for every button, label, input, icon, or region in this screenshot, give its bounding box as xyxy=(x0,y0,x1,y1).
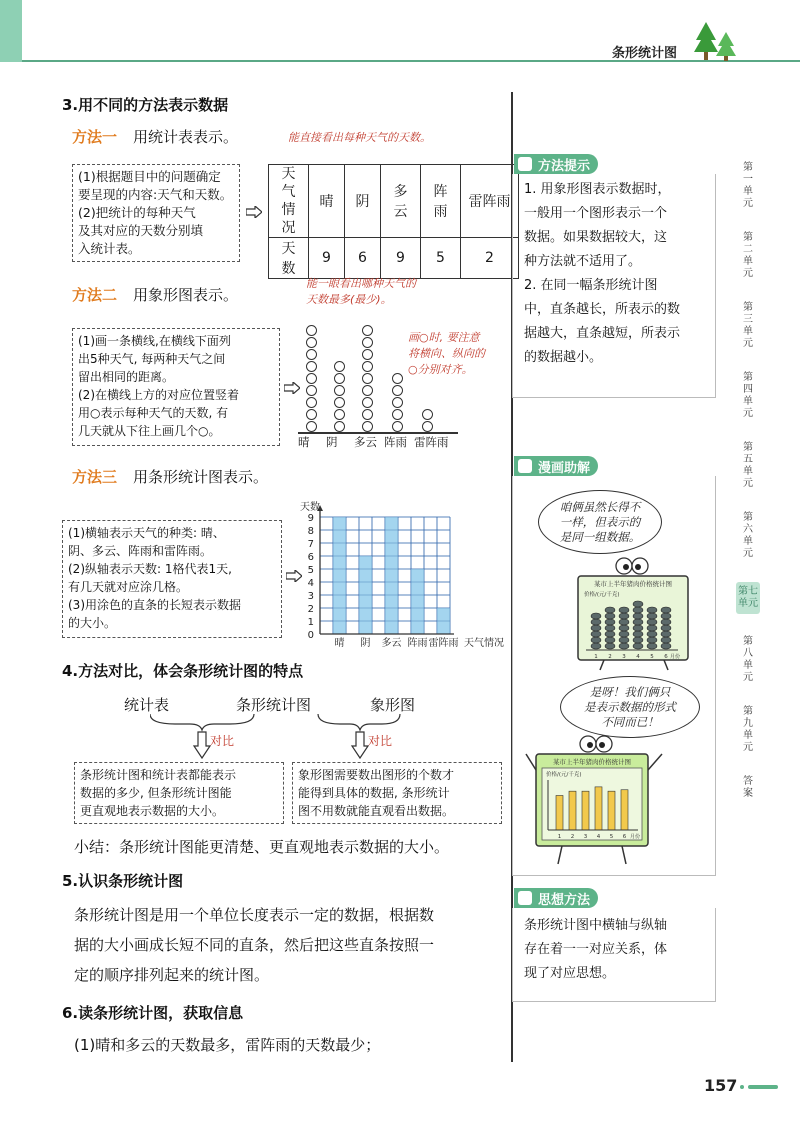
bubble-line: 咱俩虽然长得不 xyxy=(559,499,641,514)
method2-text: 用象形图表示。 xyxy=(133,286,239,304)
chapter-tab[interactable]: 答案 xyxy=(743,776,753,799)
table-cell: 晴 xyxy=(309,165,345,238)
method3-box xyxy=(62,520,282,638)
pictograph-column xyxy=(390,372,404,432)
header-title: 条形统计图 xyxy=(612,46,678,61)
board1-month-label: 月份 xyxy=(670,654,681,660)
board2-month-tick: 6 xyxy=(622,834,627,840)
y-tick-label: 7 xyxy=(307,539,314,550)
coin-stack-item xyxy=(661,613,671,619)
board1-month-tick: 6 xyxy=(664,654,668,660)
tip-line: 据越大，直条越短，所表示 xyxy=(524,326,681,341)
pictograph-circle xyxy=(306,361,317,372)
box-line: 有几天就对应涂几格。 xyxy=(68,580,189,594)
coin-stack-item xyxy=(591,631,601,637)
coin-stack-item xyxy=(633,637,643,643)
x-tick-label: 阵雨 xyxy=(407,638,428,649)
box-line: 数据的多少, 但条形统计图能 xyxy=(80,786,232,800)
box-line: (1)画一条横线,在横线下面列 xyxy=(78,334,231,348)
compare-box-right xyxy=(292,762,502,824)
y-tick-label: 3 xyxy=(307,591,314,602)
coin-stack-item xyxy=(619,613,629,619)
board1-month-tick: 5 xyxy=(650,654,654,660)
coin-stack-item xyxy=(633,625,643,631)
y-tick-label: 1 xyxy=(307,617,314,628)
coin-stack-item xyxy=(605,625,615,631)
board2-bar xyxy=(608,791,615,830)
y-tick-label: 9 xyxy=(307,513,314,524)
table-cell: 9 xyxy=(381,238,421,279)
box-line: 象形图需要数出图形的个数才 xyxy=(298,768,455,782)
box-line: (1)根据题目中的问题确定 xyxy=(78,169,221,184)
pictograph-circle xyxy=(362,409,373,420)
pictograph-circle xyxy=(422,421,433,432)
board1-month-tick: 1 xyxy=(594,654,598,660)
note-line: 将横向、纵向的 xyxy=(408,347,485,360)
coin-stack-item xyxy=(647,619,657,625)
summary-text: 小结：条形统计图能更清楚、更直观地表示数据的大小。 xyxy=(74,838,450,856)
thinking-text xyxy=(524,914,667,986)
pictograph-circle xyxy=(306,373,317,384)
thinking-line: 现了对应思想。 xyxy=(524,966,616,981)
coin-stack-item xyxy=(591,619,601,625)
note-line: ○分别对齐。 xyxy=(408,363,473,376)
tips-text xyxy=(524,178,680,370)
pictograph-circle xyxy=(362,397,373,408)
y-axis-label: 天数 xyxy=(300,502,320,513)
coin-stack-item xyxy=(647,625,657,631)
tip-line: 种方法就不适用了。 xyxy=(524,254,642,269)
bubble-line: 不同而已！ xyxy=(601,714,659,729)
table-head-cell: 天数 xyxy=(269,238,309,279)
box-line: 更直观地表示数据的大小。 xyxy=(80,804,225,818)
header-color-band xyxy=(0,0,22,62)
pictograph-circle xyxy=(334,421,345,432)
coin-stack-item xyxy=(591,643,601,649)
pictograph-circle xyxy=(362,337,373,348)
coin-stack-item xyxy=(661,643,671,649)
pictograph-circle xyxy=(306,397,317,408)
chapter-tab[interactable]: 第二单元 xyxy=(743,232,753,279)
x-tick-label: 阴 xyxy=(360,638,371,649)
pictograph-note xyxy=(408,330,485,378)
chapter-tab[interactable]: 第八单元 xyxy=(743,636,753,683)
box-line: (2)把统计的每种天气 xyxy=(78,205,196,220)
table-cell: 阵雨 xyxy=(421,165,461,238)
pictograph-circle xyxy=(362,385,373,396)
pictograph-circle xyxy=(362,373,373,384)
board1-unit: 价格/(元/千克) xyxy=(584,592,620,598)
board2-month-label: 月份 xyxy=(630,834,641,840)
chapter-tab[interactable]: 第三单元 xyxy=(743,302,753,349)
pictograph-circle xyxy=(334,409,345,420)
coin-stack-item xyxy=(661,625,671,631)
pictograph-label: 阵雨 xyxy=(384,435,407,449)
method3-label: 方法三 xyxy=(72,468,118,486)
board2-bar xyxy=(569,791,576,830)
table-cell: 5 xyxy=(421,238,461,279)
coin-stack-item xyxy=(619,607,629,613)
comic-label: 漫画助解 xyxy=(538,461,591,476)
board2-bar xyxy=(556,796,563,831)
thinking-line: 条形统计图中横轴与纵轴 xyxy=(524,918,668,933)
section3-title: 3.用不同的方法表示数据 xyxy=(62,96,229,114)
method1-box xyxy=(72,164,240,262)
pictograph-circle xyxy=(306,385,317,396)
pictograph-circle xyxy=(392,409,403,420)
coin-stack-item xyxy=(619,637,629,643)
para-line: 据的大小画成长短不同的直条，然后把这些直条按照一 xyxy=(74,936,435,954)
pictograph-circle xyxy=(334,385,345,396)
bubble-line: 是呀！我们俩只 xyxy=(589,684,671,699)
board2-bar xyxy=(595,787,602,830)
pictograph-circle xyxy=(306,349,317,360)
coin-stack-item xyxy=(661,619,671,625)
method2-label: 方法二 xyxy=(72,286,118,304)
thinking-tag xyxy=(514,888,598,908)
tree-icon xyxy=(694,20,738,62)
chapter-tab[interactable]: 第九单元 xyxy=(743,706,753,753)
chapter-tab[interactable]: 第六单元 xyxy=(743,512,753,559)
coin-stack-item xyxy=(605,631,615,637)
x-tick-label: 雷阵雨 xyxy=(428,638,459,649)
method3-row xyxy=(72,466,268,487)
pictograph-circle xyxy=(334,373,345,384)
coin-stack-item xyxy=(619,619,629,625)
pictograph-circle xyxy=(392,373,403,384)
method1-label: 方法一 xyxy=(72,128,118,146)
speech-bubble-1 xyxy=(538,490,662,554)
section6-line: (1)晴和多云的天数最多，雷阵雨的天数最少； xyxy=(74,1036,381,1054)
pictograph-circle xyxy=(362,325,373,336)
hand-pointer-icon xyxy=(518,891,532,905)
tip-line: 的数据越小。 xyxy=(524,350,603,365)
board2-bar xyxy=(621,790,628,830)
box-line: 条形统计图和统计表都能表示 xyxy=(80,768,237,782)
section5-title: 5.认识条形统计图 xyxy=(62,872,184,890)
pictograph-label: 多云 xyxy=(354,435,377,449)
box-line: 的大小。 xyxy=(68,616,117,630)
section5-paragraph xyxy=(74,900,434,990)
table-cell: 雷阵雨 xyxy=(461,165,519,238)
box-line: 留出相同的距离。 xyxy=(78,370,175,384)
note-line: 能一眼看出哪种天气的 xyxy=(306,277,416,290)
note-line: 天数最多(最少)。 xyxy=(306,293,392,306)
coin-stack-item xyxy=(605,637,615,643)
box-line: (3)用涂色的直条的长短表示数据 xyxy=(68,598,241,612)
box-line: 要呈现的内容:天气和天数。 xyxy=(78,187,233,202)
pictograph-column xyxy=(360,324,374,432)
tips-label: 方法提示 xyxy=(538,159,591,174)
pictograph-circle xyxy=(362,421,373,432)
speech-bubble-2 xyxy=(560,676,700,738)
chapter-tab[interactable]: 第一单元 xyxy=(743,162,753,209)
board2-month-tick: 4 xyxy=(596,834,601,840)
coin-stack-item xyxy=(619,631,629,637)
coin-stack-item xyxy=(605,643,615,649)
x-axis-label: 天气情况 xyxy=(464,638,504,649)
coin-stack-item xyxy=(605,619,615,625)
coin-stack-item xyxy=(633,601,643,607)
y-tick-label: 0 xyxy=(307,630,314,641)
board2-month-tick: 1 xyxy=(557,834,562,840)
pictograph-circle xyxy=(306,325,317,336)
tip-line: 数据。如果数据较大，这 xyxy=(524,230,668,245)
pictograph-circle xyxy=(362,361,373,372)
board1-month-tick: 3 xyxy=(622,654,626,660)
pictograph-circle xyxy=(422,409,433,420)
coin-stack-item xyxy=(591,637,601,643)
chapter-tab[interactable]: 第五单元 xyxy=(743,442,753,489)
coin-stack-item xyxy=(633,631,643,637)
coin-stack-item xyxy=(647,637,657,643)
tip-line: 一般用一个图形表示一个 xyxy=(524,206,668,221)
chapter-tab-active[interactable]: 第七单元 xyxy=(736,582,760,614)
compare-word-table: 统计表 xyxy=(124,696,170,714)
barchart-character xyxy=(522,730,672,870)
coin-stack-item xyxy=(647,607,657,613)
board2-title: 某市上半年猪肉价格统计图 xyxy=(553,758,631,766)
page-decor-dot xyxy=(740,1085,744,1089)
coin-stack-item xyxy=(591,625,601,631)
y-tick-label: 4 xyxy=(307,578,314,589)
box-line: 入统计表。 xyxy=(78,241,141,256)
y-tick-label: 2 xyxy=(307,604,314,615)
bar xyxy=(333,517,346,634)
board1-month-tick: 4 xyxy=(636,654,640,660)
bubble-line: 是同一组数据。 xyxy=(559,529,641,544)
compare-word-picto: 象形图 xyxy=(370,696,416,714)
chapter-tab[interactable]: 第四单元 xyxy=(743,372,753,419)
board2-month-tick: 2 xyxy=(570,834,575,840)
x-tick-label: 晴 xyxy=(334,638,345,649)
compare-box-left xyxy=(74,762,284,824)
section6-title: 6.读条形统计图，获取信息 xyxy=(62,1004,244,1022)
y-tick-label: 6 xyxy=(307,552,314,563)
note-line: 画○时, 要注意 xyxy=(408,331,480,344)
weather-bar-chart xyxy=(298,500,510,650)
page-number: 157 xyxy=(704,1076,738,1095)
table-head-cell: 天气 情况 xyxy=(269,165,309,238)
coin-stack-item xyxy=(591,613,601,619)
method1-note: 能直接看出每种天气的天数。 xyxy=(288,131,431,144)
y-tick-label: 5 xyxy=(307,565,314,576)
bubble-line: 一样，但表示的 xyxy=(559,514,641,529)
coin-stack-item xyxy=(661,607,671,613)
pictograph-column xyxy=(332,360,346,432)
coin-stack-item xyxy=(633,613,643,619)
box-line: 及其对应的天数分别填 xyxy=(78,223,204,238)
method1-text: 用统计表表示。 xyxy=(133,128,239,146)
coin-stack-item xyxy=(661,637,671,643)
section4-title: 4.方法对比，体会条形统计图的特点 xyxy=(62,662,304,680)
coin-stack-item xyxy=(633,607,643,613)
box-line: 出5种天气, 每两种天气之间 xyxy=(78,352,226,366)
pictograph-label: 晴 xyxy=(298,435,310,449)
bubble-line: 是表示数据的形式 xyxy=(584,699,676,714)
weather-stat-table xyxy=(268,164,519,279)
coin-stack-item xyxy=(619,643,629,649)
pictograph-circle xyxy=(392,421,403,432)
coin-stack-item xyxy=(605,613,615,619)
pictograph-character xyxy=(574,554,694,672)
pictograph-column xyxy=(304,324,318,432)
compare-word-bar: 条形统计图 xyxy=(236,696,312,714)
box-line: (2)纵轴表示天数: 1格代表1天, xyxy=(68,562,232,576)
thinking-label: 思想方法 xyxy=(538,893,591,908)
board2-unit: 价格/(元/千克) xyxy=(546,772,582,778)
tip-line: 中，直条越长，所表示的数 xyxy=(524,302,681,317)
table-cell: 阴 xyxy=(345,165,381,238)
box-line: 阴、多云、阵雨和雷阵雨。 xyxy=(68,544,213,558)
para-line: 定的顺序排列起来的统计图。 xyxy=(74,966,270,984)
method1-row xyxy=(72,126,238,147)
table-cell: 多云 xyxy=(381,165,421,238)
box-line: (2)在横线上方的对应位置竖着 xyxy=(78,388,239,402)
comic-tag xyxy=(514,456,598,476)
pictograph-circle xyxy=(362,349,373,360)
pictograph-circle xyxy=(392,397,403,408)
header-rule xyxy=(22,60,800,62)
pictograph-circle xyxy=(306,421,317,432)
para-line: 条形统计图是用一个单位长度表示一定的数据，根据数 xyxy=(74,906,435,924)
pictograph-circle xyxy=(306,337,317,348)
hand-pointer-icon xyxy=(518,459,532,473)
coin-stack-item xyxy=(605,607,615,613)
box-line: 用○表示每种天气的天数, 有 xyxy=(78,406,229,420)
method2-note xyxy=(306,276,416,308)
y-tick-label: 8 xyxy=(307,526,314,537)
coin-stack-item xyxy=(661,631,671,637)
table-cell: 2 xyxy=(461,238,519,279)
tips-tag xyxy=(514,154,598,174)
thinking-line: 存在着一一对应关系，体 xyxy=(524,942,668,957)
pictograph-label: 阴 xyxy=(326,435,338,449)
x-tick-label: 多云 xyxy=(381,638,402,649)
bar xyxy=(411,569,424,634)
method3-text: 用条形统计图表示。 xyxy=(133,468,269,486)
board1-title: 某市上半年猪肉价格统计图 xyxy=(594,580,672,588)
coin-stack-item xyxy=(647,631,657,637)
coin-stack-item xyxy=(633,643,643,649)
coin-stack-item xyxy=(647,613,657,619)
compare-label-1: 对比 xyxy=(210,734,235,748)
hand-pointer-icon xyxy=(518,157,532,171)
pictograph-circle xyxy=(392,385,403,396)
page-decor-bar xyxy=(748,1085,778,1089)
table-cell: 6 xyxy=(345,238,381,279)
board2-month-tick: 3 xyxy=(583,834,588,840)
pictograph-label: 雷阵雨 xyxy=(414,435,449,449)
arrow-right-icon xyxy=(246,206,262,218)
pictograph-circle xyxy=(306,409,317,420)
compare-braces xyxy=(150,712,440,760)
compare-label-2: 对比 xyxy=(368,734,393,748)
box-line: 图不用数就能直观看出数据。 xyxy=(298,804,455,818)
box-line: (1)横轴表示天气的种类: 晴、 xyxy=(68,526,225,540)
method2-row xyxy=(72,284,238,305)
tip-line: 2. 在同一幅条形统计图 xyxy=(524,278,658,293)
tip-line: 1. 用象形图表示数据时， xyxy=(524,182,671,197)
board2-month-tick: 5 xyxy=(609,834,614,840)
coin-stack-item xyxy=(619,625,629,631)
chapter-tabs xyxy=(728,162,768,822)
method2-box xyxy=(72,328,280,446)
board1-month-tick: 2 xyxy=(608,654,612,660)
pictograph-circle xyxy=(334,397,345,408)
coin-stack-item xyxy=(633,619,643,625)
board2-bar xyxy=(582,791,589,830)
box-line: 能得到具体的数据, 条形统计 xyxy=(298,786,450,800)
coin-stack-item xyxy=(647,643,657,649)
pictograph-column xyxy=(420,408,434,432)
box-line: 几天就从下往上画几个○。 xyxy=(78,424,221,438)
bar xyxy=(385,517,398,634)
pictograph-circle xyxy=(334,361,345,372)
table-cell: 9 xyxy=(309,238,345,279)
